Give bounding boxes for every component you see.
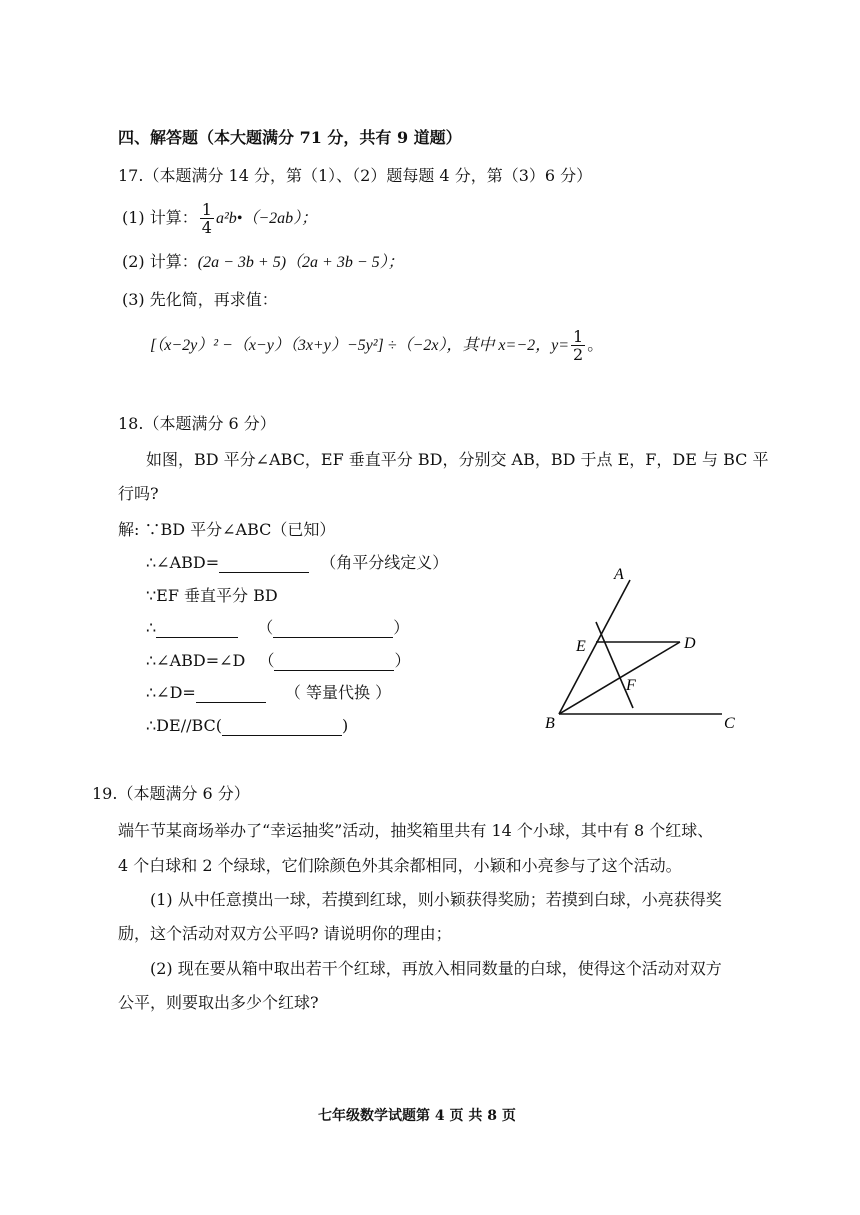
label-f: F <box>626 677 636 694</box>
label-a: A <box>614 566 624 583</box>
q18-solution-line3: ∵EF 垂直平分 BD <box>146 586 278 605</box>
label-c: C <box>724 715 735 732</box>
q18-solution-line4: ∴ （ ） <box>146 618 410 637</box>
q19-line1: 端午节某商场举办了“幸运抽奖”活动，抽奖箱里共有 14 个小球，其中有 8 个红球、 <box>118 821 714 840</box>
segment-ef <box>596 622 633 708</box>
q18-solution-line1: 解: ∵BD 平分∠ABC（已知） <box>118 520 336 539</box>
q18-solution-line2: ∴∠ABD= （角平分线定义） <box>146 553 449 572</box>
answer-blank-1[interactable] <box>219 556 309 573</box>
reason-blank-3[interactable] <box>274 654 394 671</box>
q19-header: 19.（本题满分 6 分） <box>92 784 250 803</box>
q18-solution-line6: ∴∠D= （ 等量代换 ） <box>146 683 392 702</box>
fraction-one-half: $\frac{1}{2}$ <box>573 327 584 364</box>
label-e: E <box>576 638 586 655</box>
label-d: D <box>684 635 696 652</box>
q17-header: 17.（本题满分 14 分，第（1）、（2）题每题 4 分，第（3）6 分） <box>118 166 593 185</box>
fraction-one-quarter: $\frac{1}{4}$ <box>201 200 212 237</box>
q17-part1: (1) 计算： $\frac{1}{4}$ a²b•（−2ab）； <box>122 200 318 237</box>
q19-part2-line2: 公平，则要取出多少个红球? <box>118 993 319 1012</box>
label-b: B <box>545 715 555 732</box>
q18-stem-line1: 如图，BD 平分∠ABC，EF 垂直平分 BD，分别交 AB，BD 于点 E，F，DE 与 BC 平 <box>146 450 769 469</box>
q17-part3-label: (3) 先化简，再求值： <box>122 290 278 309</box>
q18-stem-line2: 行吗? <box>118 484 159 503</box>
q19-part1-line1: (1) 从中任意摸出一球，若摸到红球，则小颖获得奖励；若摸到白球，小亮获得奖 <box>150 890 722 909</box>
q19-line2: 4 个白球和 2 个绿球，它们除颜色外其余都相同，小颖和小亮参与了这个活动。 <box>118 856 682 875</box>
section-title: 四、解答题（本大题满分 71 分，共有 9 道题） <box>118 128 462 147</box>
answer-blank-4[interactable] <box>196 686 266 703</box>
reason-blank-5[interactable] <box>222 719 342 736</box>
geometry-figure <box>540 560 750 740</box>
q19-part1-line2: 励，这个活动对双方公平吗? 请说明你的理由； <box>118 924 452 943</box>
q17-part3-expression: [（x−2y）² −（x−y）（3x+y）−5y²] ÷（−2x），其中 x=−2，y= $\frac{1}{2}$ 。 <box>150 327 604 364</box>
q18-solution-line7: ∴DE//BC( ) <box>146 716 349 735</box>
reason-blank-2[interactable] <box>273 621 393 638</box>
q19-part2-line1: (2) 现在要从箱中取出若干个红球，再放入相同数量的白球，使得这个活动对双方 <box>150 959 722 978</box>
answer-blank-2[interactable] <box>156 621 238 638</box>
q18-header: 18.（本题满分 6 分） <box>118 414 276 433</box>
page-footer: 七年级数学试题第 4 页 共 8 页 <box>318 1108 516 1124</box>
q17-part2: (2) 计算：(2a − 3b + 5)（2a + 3b − 5）； <box>122 252 404 271</box>
segment-ba <box>559 580 630 714</box>
q18-solution-line5: ∴∠ABD=∠D （ ） <box>146 651 411 670</box>
